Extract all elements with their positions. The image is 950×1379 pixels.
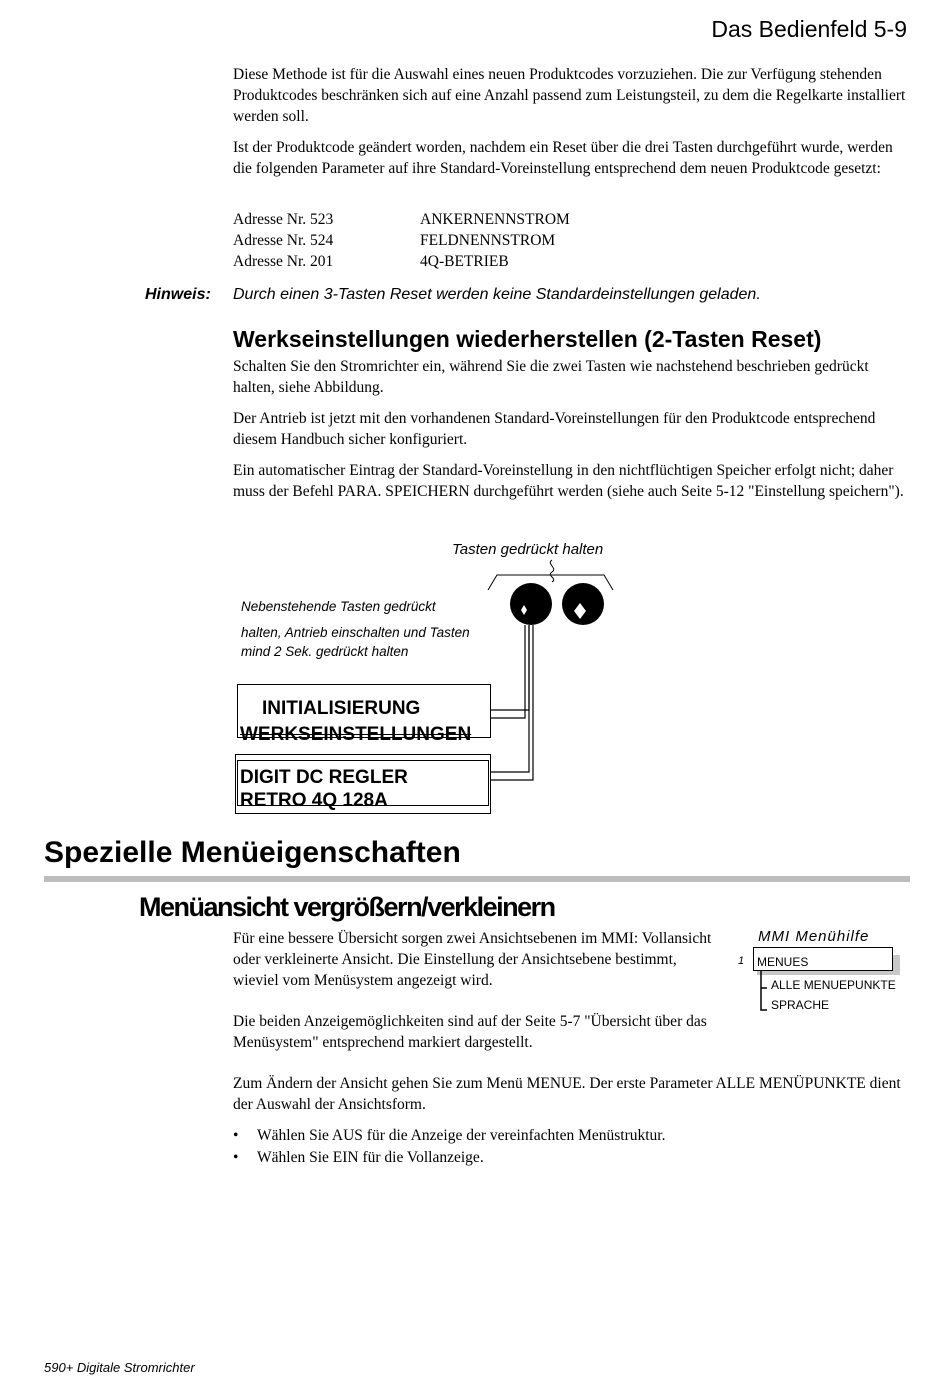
- intro-paragraph-1: Diese Methode ist für die Auswahl eines neuen Produktcodes vorzuziehen. Die zur Verfügung stehenden Produktcodes beschränken sich auf eine Anzahl passend zum Leistungsteil, zu dem die Regelkarte installiert werden soll.: [233, 66, 906, 125]
- figure-top-caption: Tasten gedrückt halten: [452, 541, 604, 558]
- menu-paragraph-3: Zum Ändern der Ansicht gehen Sie zum Menü MENUE. Der erste Parameter ALLE MENÜPUNKTE dient der Auswahl der Ansichtsform.: [233, 1075, 901, 1113]
- address-label: Adresse Nr. 201: [233, 253, 334, 270]
- mmi-help-title: MMI Menühilfe: [758, 928, 870, 945]
- page-header-title: Das Bedienfeld 5-9: [711, 16, 907, 42]
- up-key-icon: [507, 583, 557, 628]
- list-item-text: Wählen Sie EIN für die Vollanzeige.: [257, 1149, 484, 1166]
- page-footer: 590+ Digitale Stromrichter: [44, 1360, 195, 1375]
- section-divider: [44, 876, 910, 882]
- display2-line1: DIGIT DC REGLER: [240, 767, 408, 788]
- list-item: [233, 1125, 665, 1146]
- address-value: FELDNENNSTROM: [420, 232, 556, 249]
- intro-paragraph-2: Ist der Produktcode geändert worden, nachdem ein Reset über die drei Tasten durchgeführt wurde, werden die folgenden Parameter auf ihre Standard-Voreinstellung entsprechend dem neuen Produktcode gesetzt:: [233, 139, 893, 177]
- figure-side-caption-line2: halten, Antrieb einschalten und Tasten: [241, 625, 470, 640]
- list-item-text: Wählen Sie AUS für die Anzeige der vereinfachten Menüstruktur.: [257, 1127, 666, 1144]
- menu-paragraph-1: Für eine bessere Übersicht sorgen zwei Ansichtsebenen im MMI: Vollansicht oder verkleinerte Ansicht. Die Einstellung der Ansichtsebene bestimmt, wieviel vom Menüsystem angezeigt wird.: [233, 930, 712, 989]
- note-text: Durch einen 3-Tasten Reset werden keine Standardeinstellungen geladen.: [233, 286, 761, 303]
- reset-section-heading: Werkseinstellungen wiederherstellen (2-Tasten Reset): [233, 326, 822, 352]
- reset-paragraph-1: Schalten Sie den Stromrichter ein, während Sie die zwei Tasten wie nachstehend beschrieben gedrückt halten, siehe Abbildung.: [233, 358, 869, 396]
- mmi-tree-item: ALLE MENUEPUNKTE: [771, 978, 896, 992]
- mmi-menu-label: MENUES: [757, 955, 809, 969]
- bullet-icon: •: [233, 1127, 239, 1144]
- address-value: ANKERNENNSTROM: [420, 211, 570, 228]
- mmi-tree-item: SPRACHE: [771, 998, 830, 1012]
- display1-line2: WERKSEINSTELLUNGEN: [240, 724, 472, 745]
- figure-side-caption-line1: Nebenstehende Tasten gedrückt: [241, 599, 436, 614]
- display2-line2: RETRO 4Q 128A: [240, 790, 388, 811]
- note-label: Hinweis:: [145, 286, 211, 303]
- reset-paragraph-3: Ein automatischer Eintrag der Standard-Voreinstellung in den nichtflüchtigen Speicher erfolgt nicht; daher muss der Befehl PARA. SPEICHERN durchgeführt werden (siehe auch Seite 5-12 "Einstellung speichern").: [233, 462, 904, 500]
- display1-line1: INITIALISIERUNG: [262, 698, 421, 719]
- figure-side-caption-line3: mind 2 Sek. gedrückt halten: [241, 644, 409, 659]
- list-item: [233, 1147, 484, 1168]
- menu-view-subheading: Menüansicht vergrößern/verkleinern: [139, 892, 555, 922]
- down-key-icon: [559, 583, 609, 628]
- address-label: Adresse Nr. 523: [233, 211, 334, 228]
- mmi-level-number: 1: [738, 955, 745, 967]
- menu-paragraph-2: Die beiden Anzeigemöglichkeiten sind auf der Seite 5-7 "Übersicht über das Menüsystem" entsprechend markiert dargestellt.: [233, 1013, 707, 1051]
- bullet-icon: •: [233, 1149, 239, 1166]
- special-section-heading: Spezielle Menüeigenschaften: [44, 836, 461, 869]
- address-value: 4Q-BETRIEB: [420, 253, 509, 270]
- address-label: Adresse Nr. 524: [233, 232, 334, 249]
- reset-paragraph-2: Der Antrieb ist jetzt mit den vorhandenen Standard-Voreinstellungen für den Produktcode entsprechend diesem Handbuch sicher konfiguriert.: [233, 410, 876, 448]
